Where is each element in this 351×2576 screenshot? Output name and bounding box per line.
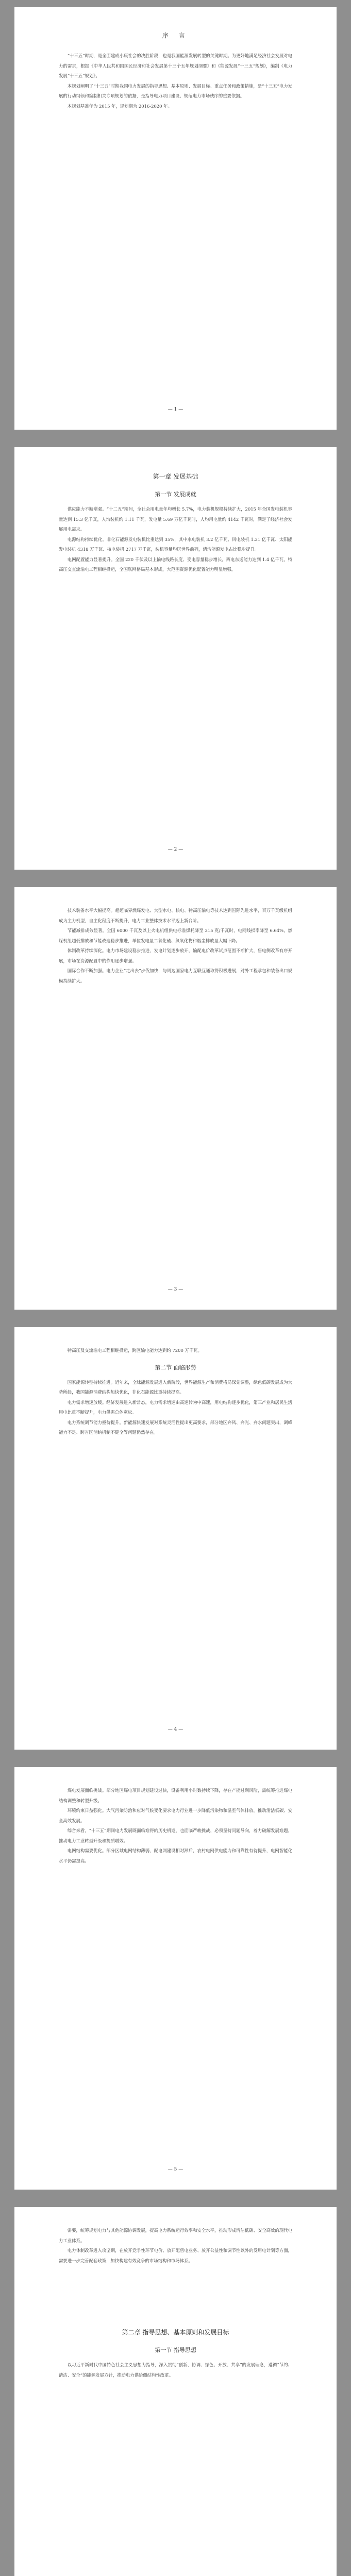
paragraph: 本规划阐明了“十三五”时期我国电力发展的指导思想、基本原则、发展目标、重点任务和政策措施，是“十三五”电力发展的行动纲领和编制相关专项规划的依据，是指导电力项目建设、规范电力市场秩序的重要依据。 [59,83,292,98]
section-heading: 第一节 发展成就 [155,491,196,498]
document-page-3 [14,887,337,1310]
paragraph: 电力系统调节能力亟待提升。新能源快速发展对系统灵活性提出更高要求，部分地区弃风、弃光、弃水问题突出，调峰能力不足、跨省区消纳机制不健全等问题仍然存在。 [59,1419,292,1435]
document-page-6 [14,2207,337,2576]
chapter-heading: 第二章 指导思想、基本原则和发展目标 [122,2329,229,2336]
section-heading: 第一节 指导思想 [155,2347,196,2353]
section-heading: 第二节 面临形势 [155,1364,196,1371]
paragraph: 节能减排成效显著。全国 6000 千瓦及以上火电机组供电标准煤耗降至 315 克/千瓦时，电网线损率降至 6.64%，燃煤机组超低排放和节能改造稳步推进，单位发电量二氧化硫、氮氧化物和烟尘排放量大幅下降。 [59,928,292,943]
paragraph: 本规划基准年为 2015 年，规划期为 2016-2020 年。 [67,103,172,109]
paragraph: 电网配置能力显著提升。全国 220 千伏及以上输电线路长度、变电容量稳步增长，西电东送能力达到 1.4 亿千瓦，特高压交直流输电工程相继投运，全国联网格局基本形成，大范围资源优化配置能力明显增强。 [59,556,292,572]
document-page-5 [14,1767,337,2190]
paragraph: 技术装备水平大幅提高。超超临界燃煤发电、大型水电、核电、特高压输电等技术达到国际先进水平，百万千瓦级机组成为主力机型，自主化程度不断提升，电力工业整体技术水平迈上新台阶。 [59,908,292,923]
page-number: — 4 — [168,1727,183,1732]
document-page-1 [14,7,337,430]
paragraph: 综合来看，“十三五”期间电力发展既面临难得的历史机遇，也面临严峻挑战，必须坚持问题导向，着力破解发展难题，推动电力工业转型升级和提质增效。 [59,1828,292,1843]
paragraph: 供应能力不断增强。“十二五”期间，全社会用电量年均增长 5.7%，电力装机规模持续扩大，2015 年全国发电装机容量达到 15.3 亿千瓦，人均装机约 1.11 千瓦，发电量 5.69 万亿千瓦时，人均用电量约 4142 千瓦时，满足了经济社会发展用电需求。 [59,506,292,532]
paragraph: 电力需求增速放缓。经济发展进入新常态，电力需求增速由高速转为中高速，用电结构逐步优化，第三产业和居民生活用电比重不断提升，电力供需总体宽松。 [59,1399,292,1415]
paragraph: “十三五”时期，是全面建成小康社会的决胜阶段，也是我国能源发展转型的关键时期。为更好地满足经济社会发展对电力的需求，根据《中华人民共和国国民经济和社会发展第十三个五年规划纲要》和《能源发展“十三五”规划》，编制《电力发展“十三五”规划》。 [59,53,292,78]
page-number: — 1 — [168,407,183,412]
page-number: — 3 — [168,1287,183,1292]
chapter-heading: 第一章 发展基础 [153,473,198,480]
paragraph: 环境约束日益强化。大气污染防治和应对气候变化要求电力行业进一步降低污染物和温室气体排放，推动清洁低碳、安全高效发展。 [59,1808,292,1823]
paragraph: 国家能源转型持续推进。近年来，全球能源发展进入新阶段，世界能源生产和消费格局深刻调整，绿色低碳发展成为大势所趋，我国能源消费结构加快优化，非化石能源比重持续提高。 [59,1379,292,1395]
document-page-4 [14,1327,337,1750]
page-number: — 5 — [168,2167,183,2172]
paragraph: 煤电发展面临挑战。部分地区煤电项目规划建设过快，设备利用小时数持续下降，存在产能过剩风险，需统筹推进煤电结构调整和转型升级。 [59,1788,292,1803]
paragraph: 国际合作不断加强。电力企业“走出去”步伐加快，与周边国家电力互联互通取得积极进展，对外工程承包和装备出口规模持续扩大。 [59,968,292,984]
preface-heading: 序 言 [162,32,189,39]
paragraph: 电力体制改革进入攻坚期，在放开竞争性环节电价、放开配售电业务、放开公益性和调节性以外的发用电计划等方面，需要进一步完善配套政策，加快构建有效竞争的市场结构和市场体系。 [59,2248,292,2263]
page-number: — 2 — [168,847,183,852]
paragraph: 特高压及交流输电工程相继投运，跨区输电能力达到约 7200 万千瓦。 [67,1348,202,1353]
paragraph: 体制改革持续深化。电力市场建设稳步推进，发电计划逐步放开，输配电价改革试点范围不断扩大，售电侧改革有序开展，市场在资源配置中的作用逐步增强。 [59,948,292,963]
paragraph: 电网结构需要优化。部分区域电网结构薄弱，配电网建设相对滞后，农村电网供电能力和可靠性有待提升，电网智能化水平仍需提高。 [59,1848,292,1863]
document-page-2 [14,447,337,870]
paragraph: 电源结构持续优化。非化石能源发电装机比重达到 35%，其中水电装机 3.2 亿千瓦、风电装机 1.31 亿千瓦、太阳能发电装机 4318 万千瓦、核电装机 2717 万千瓦，装机容量均居世界前列，清洁能源发电占比稳步提升。 [59,536,292,552]
paragraph: 以习近平新时代中国特色社会主义思想为指导，深入贯彻“创新、协调、绿色、开放、共享”的发展理念，遵循“节约、清洁、安全”的能源发展方针，推动电力供给侧结构性改革。 [59,2362,292,2378]
paragraph: 需要，统筹规划电力与其他能源协调发展，提高电力系统运行效率和安全水平，推动形成清洁低碳、安全高效的现代电力工业体系。 [59,2228,292,2243]
